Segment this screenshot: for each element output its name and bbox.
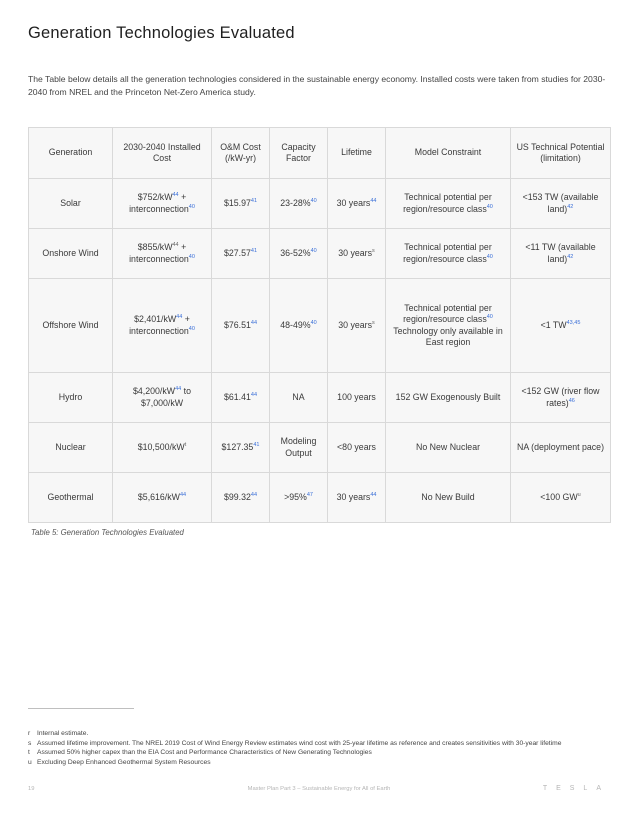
ref-link[interactable]: 44 (250, 319, 258, 326)
brand-logo: TESLA (542, 785, 610, 792)
om-cost-cell: $76.51$^{44}$ (212, 279, 270, 373)
header-cell: US Technical Potential (limitation) (511, 128, 611, 179)
ref-link[interactable]: 41 (250, 197, 258, 204)
capacity-factor-cell: 23-28%$^{40}$ (270, 179, 328, 229)
table-header-row (29, 128, 611, 179)
generation-table (28, 127, 611, 523)
technical-potential-cell: <153 TW (available land)$^{42}$ (511, 179, 611, 229)
capacity-factor-cell: 48-49%$^{40}$ (270, 279, 328, 373)
capacity-factor-cell: >95%$^{47}$ (270, 473, 328, 523)
footnote-marker: s (372, 319, 375, 326)
ref-link[interactable]: 44 (176, 314, 183, 321)
ref-link[interactable]: 44 (370, 197, 377, 204)
capacity-factor-cell: Modeling Output (270, 423, 328, 473)
installed-cost-cell: $752/kW$^{44}$ + interconnection$^{40}$ (113, 179, 212, 229)
footnote-marker: s (372, 247, 375, 254)
technical-potential-cell: <152 GW (river flow rates)$^{46}$ (511, 373, 611, 423)
lifetime-cell: 100 years (328, 373, 386, 423)
intro-paragraph: The Table below details all the generation technologies considered in the sustainable energy economy. Installed costs were taken from studies for 2030-2040 from NREL and the Princeton Net-Zero America study. (28, 74, 606, 97)
model-constraint-cell: No New Nuclear (386, 423, 511, 473)
page-number: 19 (28, 786, 35, 792)
ref-link[interactable]: 40 (188, 203, 195, 210)
ref-link[interactable]: 40 (188, 253, 195, 260)
generation-cell: Hydro (29, 373, 113, 423)
ref-link[interactable]: 46 (568, 397, 575, 404)
table-row (29, 279, 611, 373)
header-cell: Capacity Factor (270, 128, 328, 179)
om-cost-cell: $127.35$^{41}$ (212, 423, 270, 473)
ref-link[interactable]: 44 (250, 491, 258, 498)
footnote: u Excluding Deep Enhanced Geothermal System Resources (28, 758, 211, 766)
model-constraint-cell: 152 GW Exogenously Built (386, 373, 511, 423)
generation-cell: Nuclear (29, 423, 113, 473)
header-cell: Lifetime (328, 128, 386, 179)
ref-link[interactable]: 40 (486, 203, 493, 210)
ref-link[interactable]: 44 (172, 242, 179, 249)
installed-cost-cell: $10,500/kW$^t$ (113, 423, 212, 473)
capacity-factor-cell: NA (270, 373, 328, 423)
footnote-marker: t (184, 441, 187, 448)
table-row (29, 373, 611, 423)
ref-link[interactable]: 41 (253, 441, 260, 448)
installed-cost-cell: $5,616/kW$^{44}$ (113, 473, 212, 523)
om-cost-cell: $15.97$^{41}$ (212, 179, 270, 229)
table-row (29, 179, 611, 229)
table-row (29, 423, 611, 473)
om-cost-cell: $99.32$^{44}$ (212, 473, 270, 523)
ref-link[interactable]: 40 (310, 319, 317, 326)
header-cell: 2030-2040 Installed Cost (113, 128, 212, 179)
ref-link[interactable]: 47 (306, 491, 313, 498)
ref-link[interactable]: 43,45 (566, 319, 581, 326)
installed-cost-cell: $2,401/kW$^{44}$ + interconnection$^{40}$ (113, 279, 212, 373)
installed-cost-cell: $855/kW$^{44}$ + interconnection$^{40}$ (113, 229, 212, 279)
header-cell: Generation (29, 128, 113, 179)
ref-link[interactable]: 41 (250, 247, 258, 254)
ref-link[interactable]: 42 (567, 253, 574, 260)
header-cell: Model Constraint (386, 128, 511, 179)
generation-cell: Offshore Wind (29, 279, 113, 373)
footer-title: Master Plan Part 3 – Sustainable Energy for All of Earth (247, 786, 391, 792)
table-row (29, 473, 611, 523)
ref-link[interactable]: 44 (172, 192, 179, 199)
technical-potential-cell: <11 TW (available land)$^{42}$ (511, 229, 611, 279)
lifetime-cell: 30 years$^{44}$ (328, 473, 386, 523)
ref-link[interactable]: 40 (310, 247, 317, 254)
capacity-factor-cell: 36-52%$^{40}$ (270, 229, 328, 279)
om-cost-cell: $27.57$^{41}$ (212, 229, 270, 279)
ref-link[interactable]: 44 (175, 386, 182, 393)
footnote: r Internal estimate. (28, 730, 89, 737)
model-constraint-cell: No New Build (386, 473, 511, 523)
om-cost-cell: $61.41$^{44}$ (212, 373, 270, 423)
ref-link[interactable]: 42 (567, 203, 574, 210)
generation-cell: Onshore Wind (29, 229, 113, 279)
ref-link[interactable]: 40 (486, 253, 493, 260)
generation-cell: Solar (29, 179, 113, 229)
lifetime-cell: 30 years$^s$ (328, 229, 386, 279)
table-row (29, 229, 611, 279)
ref-link[interactable]: 40 (188, 325, 195, 332)
technical-potential-cell: <1 TW$^{43,45}$ (511, 279, 611, 373)
generation-cell: Geothermal (29, 473, 113, 523)
ref-link[interactable]: 44 (250, 391, 258, 398)
page-title: Generation Technologies Evaluated (28, 24, 295, 42)
footnote: s Assumed lifetime improvement. The NREL 2019 Cost of Wind Energy Review estimates wind cost with 25-year lifetime as reference and creates sensitivities with 30-year lifetime (28, 739, 562, 747)
technical-potential-cell: NA (deployment pace) (511, 423, 611, 473)
lifetime-cell: 30 years$^s$ (328, 279, 386, 373)
ref-link[interactable]: 44 (370, 491, 377, 498)
technical-potential-cell: <100 GW$^u$ (511, 473, 611, 523)
model-constraint-cell: Technical potential per region/resource class$^{40}$ (386, 179, 511, 229)
ref-link[interactable]: 40 (486, 314, 493, 321)
page-footer (28, 786, 610, 796)
footnote-divider (28, 708, 134, 709)
ref-link[interactable]: 44 (179, 491, 187, 498)
footnotes (28, 729, 598, 767)
footnote-marker: u (577, 491, 581, 498)
installed-cost-cell: $4,200/kW$^{44}$ to $7,000/kW (113, 373, 212, 423)
model-constraint-cell: Technical potential per region/resource class$^{40}$ Technology only available in East region (386, 279, 511, 373)
table-caption: Table 5: Generation Technologies Evaluated (31, 528, 184, 537)
header-cell: O&M Cost (/kW-yr) (212, 128, 270, 179)
constraint-note: Technology only available in East region (393, 325, 503, 347)
ref-link[interactable]: 40 (310, 197, 317, 204)
footnote: t Assumed 50% higher capex than the EIA Cost and Performance Characteristics of New Generating Technologies (28, 749, 372, 757)
model-constraint-cell: Technical potential per region/resource class$^{40}$ (386, 229, 511, 279)
lifetime-cell: <80 years (328, 423, 386, 473)
lifetime-cell: 30 years$^{44}$ (328, 179, 386, 229)
